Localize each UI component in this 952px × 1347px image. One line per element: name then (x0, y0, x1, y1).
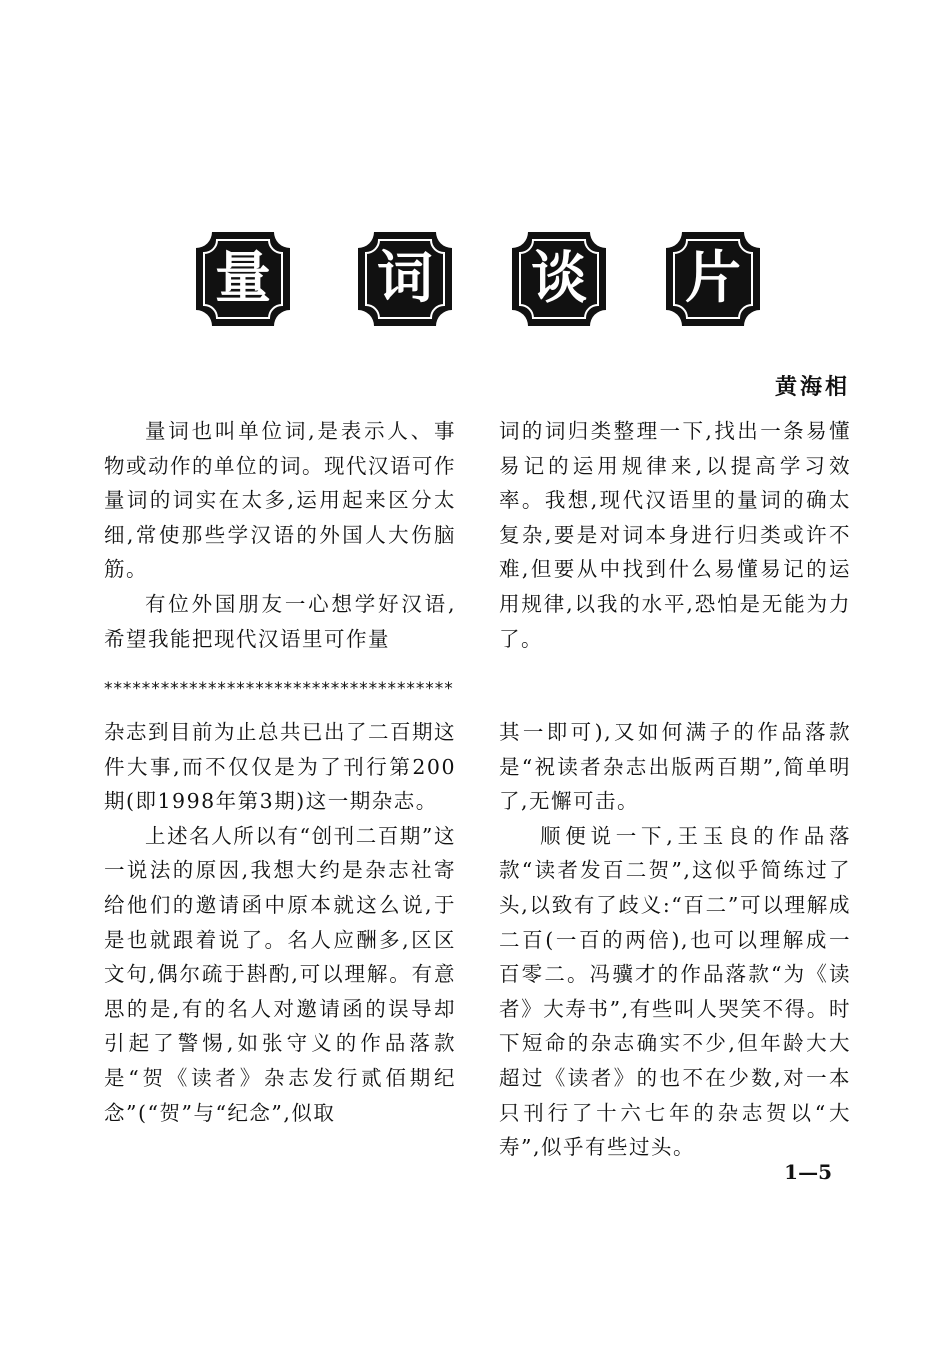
title-tile (666, 232, 760, 326)
title-char: 谈 (531, 246, 587, 311)
upper-right-column (499, 414, 851, 656)
title-char: 片 (685, 246, 741, 311)
title-char: 词 (377, 246, 433, 311)
page-number: 1—5 (784, 1160, 832, 1184)
paragraph: 上述名人所以有“创刊二百期”这一说法的原因,我想大约是杂志社寄给他们的邀请函中原本就这么说,于是也就跟着说了。名人应酬多,区区文句,偶尔疏于斟酌,可以理解。有意思的是,有的名人对邀请函的误导却引起了警惕,如张守义的作品落款是“贺《读者》杂志发行贰佰期纪念”(“贺”与“纪念”,似取 (104, 823, 456, 1125)
lower-right-column (499, 715, 851, 1165)
upper-left-column (104, 414, 456, 656)
article-title (196, 232, 776, 326)
title-tile (512, 232, 606, 326)
paragraph: 有位外国朋友一心想学好汉语,希望我能把现代汉语里可作量 (104, 591, 456, 651)
title-tile (358, 232, 452, 326)
title-char: 量 (215, 246, 271, 311)
author-name: 黄海相 (774, 375, 850, 400)
title-tile (196, 232, 290, 326)
asterisk-divider: ************************************* (104, 679, 454, 699)
paragraph: 词的词归类整理一下,找出一条易懂易记的运用规律来,以提高学习效率。我想,现代汉语里的量词的确太复杂,要是对词本身进行归类或许不难,但要从中找到什么易懂易记的运用规律,以我的水平,恐怕是无能为力了。 (499, 419, 851, 651)
paragraph: 杂志到目前为止总共已出了二百期这件大事,而不仅仅是为了刊行第200期(即1998年第3期)这一期杂志。 (104, 720, 456, 814)
paragraph: 顺便说一下,王玉良的作品落款“读者发百二贺”,这似乎简练过了头,以致有了歧义:“百二”可以理解成二百(一百的两倍),也可以理解成一百零二。冯骥才的作品落款“为《读者》大寿书”,有些叫人哭笑不得。时下短命的杂志确实不少,但年龄大大超过《读者》的也不在少数,对一本只刊行了十六七年的杂志贺以“大寿”,似乎有些过头。 (499, 823, 851, 1160)
paragraph: 其一即可),又如何满子的作品落款是“祝读者杂志出版两百期”,简单明了,无懈可击。 (499, 720, 851, 814)
paragraph: 量词也叫单位词,是表示人、事物或动作的单位的词。现代汉语可作量词的词实在太多,运用起来区分太细,常使那些学汉语的外国人大伤脑筋。 (104, 419, 456, 582)
lower-left-column (104, 715, 456, 1130)
